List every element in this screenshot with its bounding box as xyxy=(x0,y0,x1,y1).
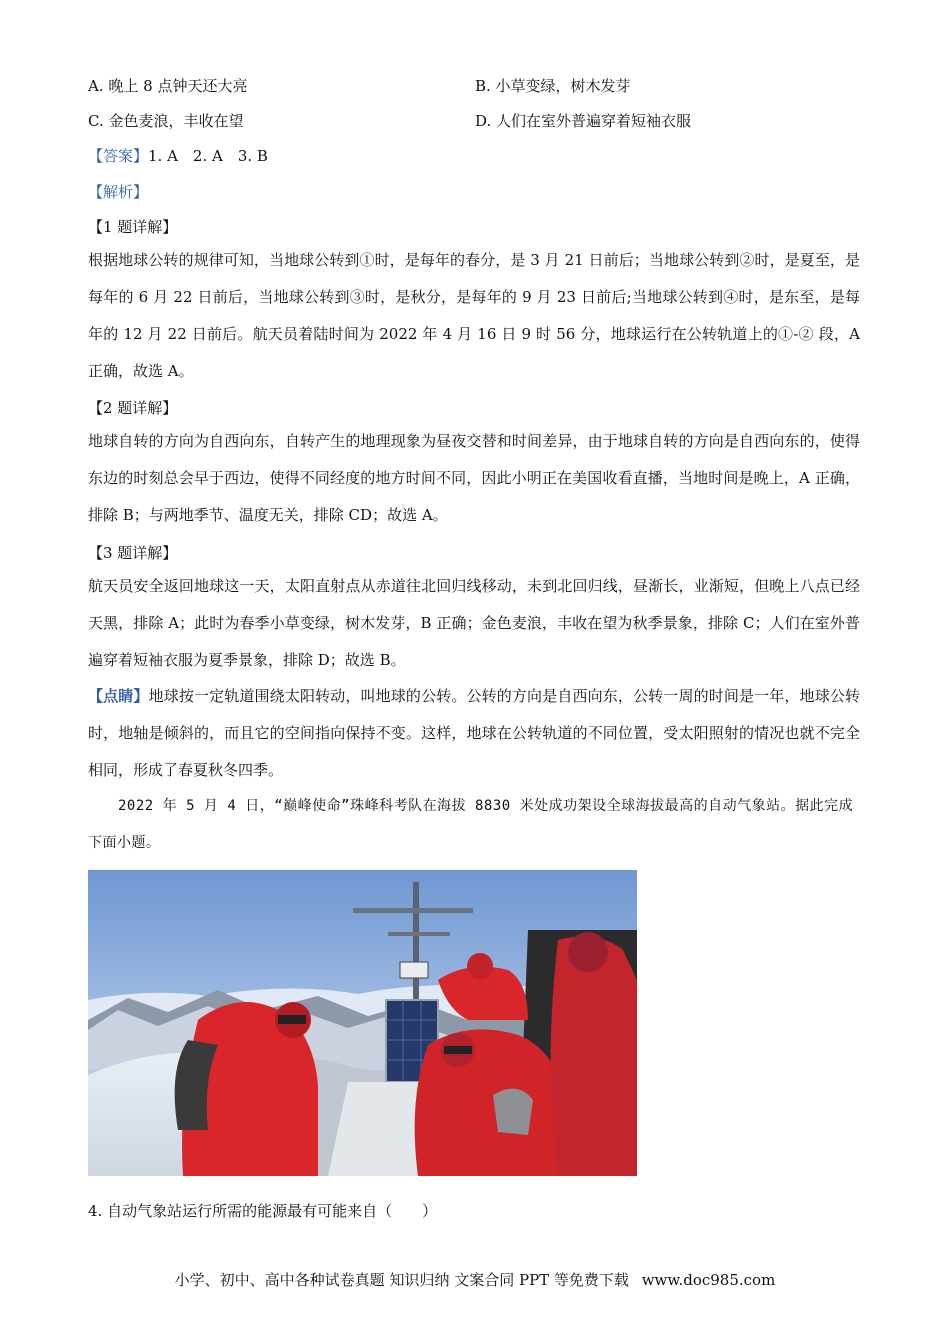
answer-label: 【答案】 xyxy=(88,147,149,165)
option-b: B. 小草变绿，树木发芽 xyxy=(475,77,631,95)
q2-body: 地球自转的方向为自西向东，自转产生的地理现象为昼夜交替和时间差异，由于地球自转的方向是自西向东的，使得东边的时刻总会早于西边，使得不同经度的地方时间不同，因此小明正在美国收看直播，当地时间是晚上，A 正确，排除 B；与两地季节、温度无关，排除 CD；故选 A。 xyxy=(88,432,860,524)
option-d: D. 人们在室外普遍穿着短袖衣服 xyxy=(475,112,692,130)
question-4: 4. 自动气象站运行所需的能源最有可能来自（ ） xyxy=(88,1202,438,1220)
intro-paragraph: 2022 年 5 月 4 日，“巅峰使命”珠峰科考队在海拔 8830 米处成功架设全球海拔最高的自动气象站。据此完成下面小题。 xyxy=(88,798,854,851)
q1-heading: 【1 题详解】 xyxy=(88,218,178,236)
weather-station-photo xyxy=(88,870,637,1176)
answer-text: 1. A 2. A 3. B xyxy=(148,147,268,165)
summit-photo-illustration xyxy=(88,870,637,1176)
answer-line xyxy=(88,146,268,166)
q1-body: 根据地球公转的规律可知，当地球公转到①时，是每年的春分，是 3 月 21 日前后；当地球公转到②时，是夏至，是每年的 6 月 22 日前后，当地球公转到③时，是秋分，是每年的 9 月 23 日前后;当地球公转到④时，是东至，是每年的 12 月 22 日前后。航天员着陆时间为 2022 年 4 月 16 日 9 时 56 分，地球运行在公转轨道上的①-② 段，A 正确，故选 A。 xyxy=(88,251,860,380)
tip-body: 地球按一定轨道围绕太阳转动，叫地球的公转。公转的方向是自西向东，公转一周的时间是一年，地球公转时，地轴是倾斜的，而且它的空间指向保持不变。这样，地球在公转轨道的不同位置，受太阳照射的情况也就不完全相同，形成了春夏秋冬四季。 xyxy=(88,687,860,779)
analysis-label: 【解析】 xyxy=(88,183,149,201)
q3-body: 航天员安全返回地球这一天，太阳直射点从赤道往北回归线移动，未到北回归线，昼渐长，业渐短，但晚上八点已经天黑，排除 A；此时为春季小草变绿，树木发芽，B 正确；金色麦浪，丰收在望为秋季景象，排除 C；人们在室外普遍穿着短袖衣服为夏季景象，排除 D；故选 B。 xyxy=(88,577,860,669)
tip-paragraph xyxy=(88,678,860,789)
q3-heading: 【3 题详解】 xyxy=(88,544,178,562)
footer xyxy=(0,1270,950,1290)
option-a: A. 晚上 8 点钟天还大亮 xyxy=(88,77,248,95)
footer-text: 小学、初中、高中各种试卷真题 知识归纳 文案合同 PPT 等免费下载 xyxy=(174,1271,629,1289)
footer-url[interactable]: www.doc985.com xyxy=(641,1271,776,1289)
option-c: C. 金色麦浪，丰收在望 xyxy=(88,112,244,130)
q2-heading: 【2 题详解】 xyxy=(88,399,178,417)
tip-label: 【点睛】 xyxy=(88,687,149,705)
